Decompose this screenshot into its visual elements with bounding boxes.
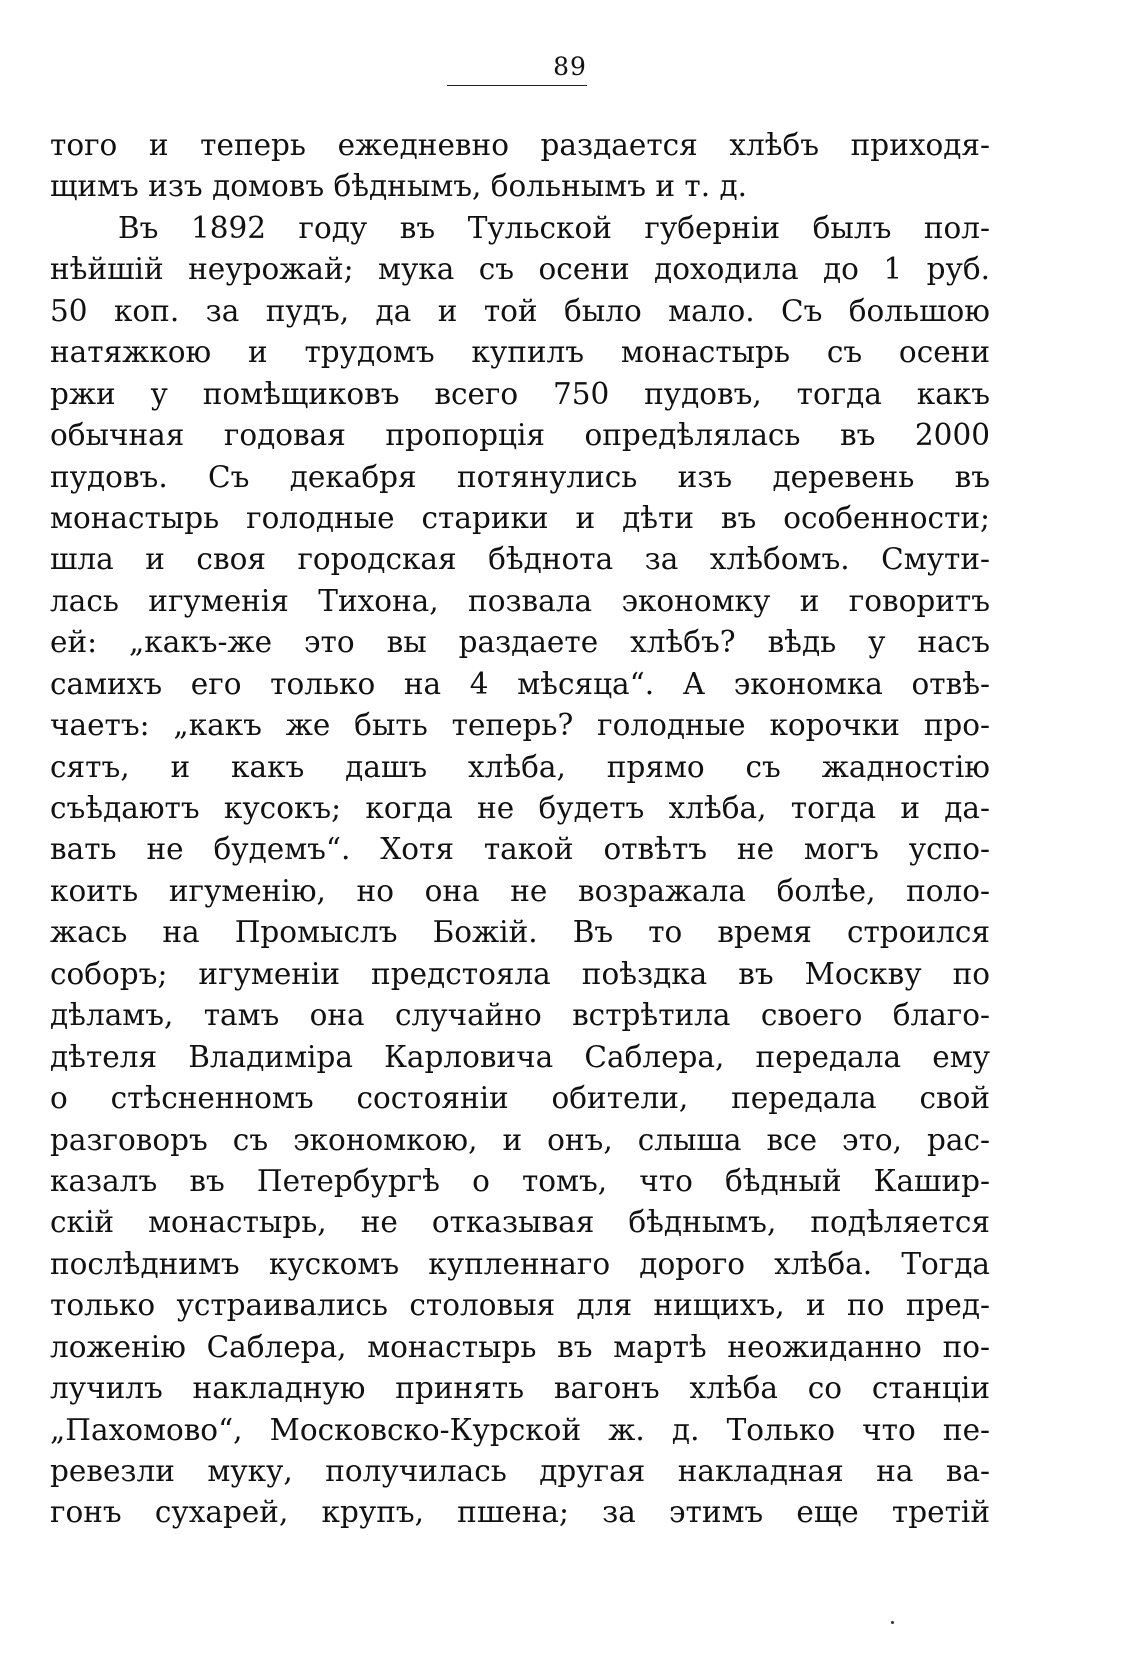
text-line: сятъ, и какъ дашъ хлѣба, прямо съ жадностію bbox=[50, 749, 990, 784]
text-line: казалъ въ Петербургѣ о томъ, что бѣдный Кашир- bbox=[50, 1163, 990, 1198]
text-line: Въ 1892 году въ Тульской губерніи былъ пол- bbox=[118, 210, 990, 245]
text-line: натяжкою и трудомъ купилъ монастырь съ осени bbox=[50, 335, 990, 370]
text-line: ревезли муку, получилась другая накладная на ва- bbox=[50, 1454, 990, 1488]
page-header bbox=[0, 52, 1140, 84]
text-line: соборъ; игуменіи предстояла поѣздка въ Москву по bbox=[50, 956, 990, 991]
page-number: 89 bbox=[553, 52, 587, 81]
scan-speck bbox=[891, 1621, 894, 1624]
text-line: монастырь голодные старики и дѣти въ особенности; bbox=[50, 500, 990, 535]
text-line: шла и своя городская бѣднота за хлѣбомъ. Смути- bbox=[50, 542, 990, 577]
text-line: ей: „какъ-же это вы раздаете хлѣбъ? вѣдь у насъ bbox=[50, 625, 990, 660]
text-line: послѣднимъ кускомъ купленнаго дорого хлѣба. Тогда bbox=[50, 1246, 990, 1281]
text-line: о стѣсненномъ состояніи обители, передала свой bbox=[50, 1081, 990, 1116]
text-line: того и теперь ежедневно раздается хлѣбъ приходя- bbox=[50, 128, 990, 162]
body-text bbox=[50, 125, 990, 1534]
text-line: дѣтеля Владиміра Карловича Саблера, передала ему bbox=[50, 1039, 990, 1074]
text-line: „Пахомово“, Московско-Курской ж. д. Только что пе- bbox=[50, 1412, 990, 1447]
text-line: нѣйшій неурожай; мука съ осени доходила до 1 руб. bbox=[50, 252, 990, 287]
text-line: самихъ его только на 4 мѣсяца“. А экономка отвѣ- bbox=[50, 666, 990, 701]
text-line: вать не будемъ“. Хотя такой отвѣтъ не могъ успо- bbox=[50, 832, 990, 867]
text-line: чаетъ: „какъ же быть теперь? голодные корочки про- bbox=[50, 708, 990, 743]
text-line: только устраивались столовыя для нищихъ, и по пред- bbox=[50, 1288, 990, 1323]
text-line: ржи у помѣщиковъ всего 750 пудовъ, тогда какъ bbox=[50, 376, 990, 411]
text-line: гонъ сухарей, крупъ, пшена; за этимъ еще третій bbox=[50, 1495, 990, 1530]
header-rule bbox=[447, 85, 587, 86]
text-line: скій монастырь, не отказывая бѣднымъ, подѣляется bbox=[50, 1205, 990, 1240]
text-line: 50 коп. за пудъ, да и той было мало. Съ большою bbox=[50, 293, 990, 328]
text-line: жась на Промыслъ Божій. Въ то время строился bbox=[50, 915, 990, 950]
text-line: дѣламъ, тамъ она случайно встрѣтила своего благо- bbox=[50, 998, 990, 1033]
text-line: ложенію Саблера, монастырь въ мартѣ неожиданно по- bbox=[50, 1329, 990, 1364]
text-line: пудовъ. Съ декабря потянулись изъ деревень въ bbox=[50, 459, 990, 494]
text-line: коить игуменію, но она не возражала болѣе, поло- bbox=[50, 873, 990, 908]
text-line: съѣдаютъ кусокъ; когда не будетъ хлѣба, тогда и да- bbox=[50, 791, 990, 825]
text-line: разговоръ съ экономкою, и онъ, слыша все это, рас- bbox=[50, 1122, 990, 1157]
text-line: лась игуменія Тихона, позвала экономку и говоритъ bbox=[50, 583, 990, 618]
text-line: лучилъ накладную принять вагонъ хлѣба со станціи bbox=[50, 1371, 990, 1406]
text-line: обычная годовая пропорція опредѣлялась въ 2000 bbox=[50, 418, 990, 453]
text-line: щимъ изъ домовъ бѣднымъ, больнымъ и т. д. bbox=[50, 169, 747, 204]
